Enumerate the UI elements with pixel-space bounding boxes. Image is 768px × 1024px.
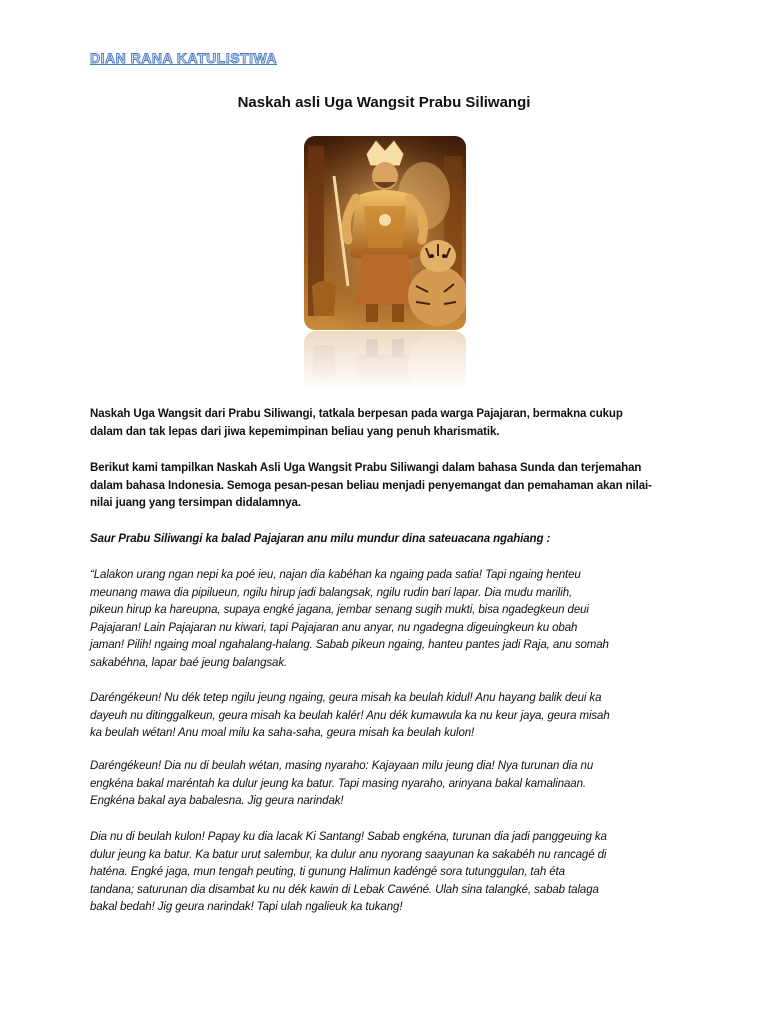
header-brand[interactable]: DIAN RANA KATULISTIWA	[90, 50, 278, 66]
text-line: dalam bahasa Indonesia. Semoga pesan-pesan beliau menjadi penyemangat dan pemahaman akan nilai-	[90, 479, 652, 492]
text-line: Berikut kami tampilkan Naskah Asli Uga Wangsit Prabu Siliwangi dalam bahasa Sunda dan terjemahan	[90, 462, 642, 474]
description-paragraph	[90, 460, 690, 513]
text-line: Pajajaran! Lain Pajajaran nu kiwari, tapi Pajajaran anu anyar, nu ngadegna digeuingkeun ku obah	[90, 621, 578, 634]
speech-paragraph-1	[90, 567, 690, 672]
speech-paragraph-2	[90, 690, 690, 743]
text-line: dalam dan tak lepas dari jiwa kepemimpinan beliau yang penuh kharismatik.	[90, 425, 500, 438]
text-line: tandana; saturunan dia disambat ku nu dék kawin di Lebak Cawéné. Ulah sina talangké, sabab talaga	[90, 883, 599, 896]
text-line: dulur jeung ka batur. Ka batur urut salembur, ka dulur anu nyorang saayunan ka sakabéh nu rancagé di	[90, 848, 607, 861]
text-line: Naskah Uga Wangsit dari Prabu Siliwangi, tatkala berpesan pada warga Pajajaran, bermakna cukup	[90, 408, 623, 420]
text-line: “Lalakon urang ngan nepi ka poé ieu, najan dia kabéhan ka ngaing pada satia! Tapi ngaing henteu	[90, 569, 581, 581]
speech-heading	[90, 531, 690, 549]
document-title: Naskah asli Uga Wangsit Prabu Siliwangi	[237, 94, 531, 111]
speech-paragraph-4	[90, 829, 690, 917]
text-line: pikeun hirup ka hareupna, supaya engké jagana, jembar senang sugih mukti, bisa ngadegkeun deui	[90, 604, 589, 616]
text-line: ka beulah wétan! Anu moal milu ka saha-saha, geura misah ka beulah kulon!	[90, 727, 475, 739]
text-line: nilai juang yang tersimpan didalamnya.	[90, 497, 301, 509]
text-line: Daréngékeun! Nu dék tetep ngilu jeung ngaing, geura misah ka beulah kidul! Anu hayang balik deui ka	[90, 692, 602, 704]
text-line: Dia nu di beulah kulon! Papay ku dia lacak Ki Santang! Sabab engkéna, turunan dia jadi panggeuing ka	[90, 831, 607, 843]
text-line: sakabéhna, lapar baé jeung balangsak.	[90, 656, 288, 669]
text-line: engkéna bakal maréntah ka dulur jeung ka batur. Tapi masing nyaraho, arinyana bakal kamalinaan.	[90, 777, 586, 790]
text-line: haténa. Engké jaga, mun tengah peuting, ti gunung Halimun kadéngé sora tutunggulan, tah éta	[90, 866, 565, 878]
text-line: dayeuh nu ditinggalkeun, geura misah ka beulah kalér! Anu dék kumawula ka nu keur jaya, geura misah	[90, 709, 610, 722]
text-line: Daréngékeun! Dia nu di beulah wétan, masing nyaraho: Kajayaan milu jeung dia! Nya turunan dia nu	[90, 760, 594, 772]
text-line: Saur Prabu Siliwangi ka balad Pajajaran anu milu mundur dina sateuacana ngahiang :	[90, 533, 551, 545]
text-line: jaman! Pilih! ngaing moal ngahalang-halang. Sabab pikeun ngaing, hanteu pantes jadi Raja, anu somah	[90, 639, 609, 651]
text-line: meunang mawa dia pipilueun, ngilu hirup jadi balangsak, ngilu rudin bari lapar. Dia mudu marilih,	[90, 586, 573, 599]
intro-paragraph	[90, 406, 690, 441]
speech-paragraph-3	[90, 758, 690, 811]
prabu-siliwangi-image	[304, 136, 466, 330]
text-line: Engkéna bakal aya babalesna. Jig geura narindak!	[90, 795, 344, 807]
text-line: bakal bedah! Jig geura narindak! Tapi ulah ngalieuk ka tukang!	[90, 901, 403, 913]
image-reflection	[304, 331, 466, 391]
